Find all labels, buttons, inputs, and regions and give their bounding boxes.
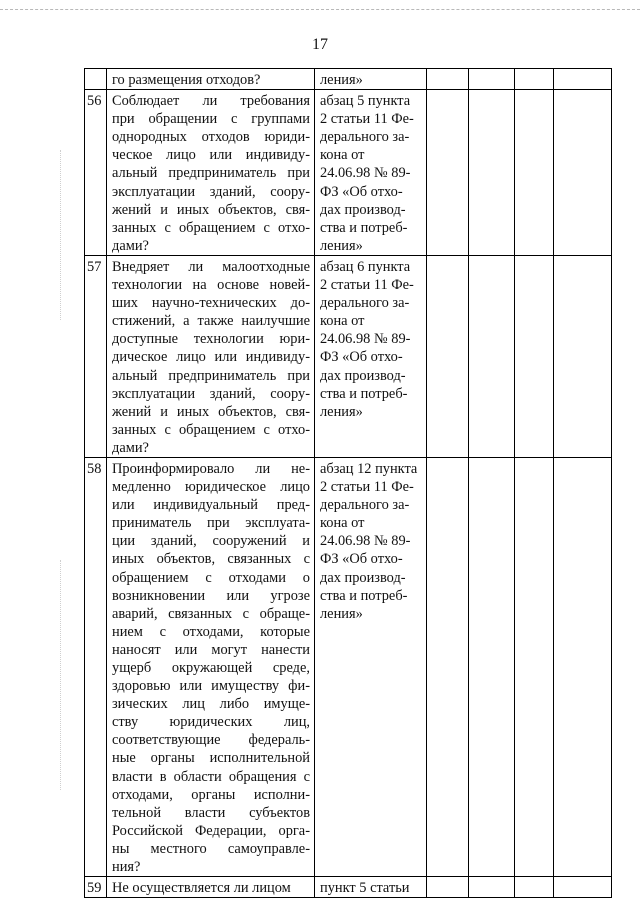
checklist-table-body [85,69,612,898]
legal-reference-line: ФЗ «Об отхо- [320,551,403,568]
answer-cell [554,877,612,898]
answer-cell [469,877,515,898]
question-text-line: Российской Федерации, орга- [112,822,310,839]
legal-reference-line: пункт 5 статьи [320,880,410,897]
legal-reference-cell [315,69,427,90]
question-text-line: ции зданий, сооружений и [112,533,310,550]
legal-reference-line: кона от [320,313,365,330]
legal-reference-line: кона от [320,147,365,164]
legal-reference-line: дерального за- [320,129,410,146]
question-text-line: ные органы исполнительной [112,750,310,767]
question-text-line: го размещения отходов? [112,72,261,88]
legal-reference-line: 24.06.98 № 89- [320,165,411,182]
answer-cell [554,457,612,876]
question-text-line: при обращении с группами [112,111,310,128]
question-text-line: ству юридических лиц, [112,714,310,731]
legal-reference-line: ства и потреб- [320,219,408,236]
question-text-line: альный предприниматель при [112,165,310,182]
legal-reference-line: ства и потреб- [320,587,408,604]
legal-reference-line: 24.06.98 № 89- [320,331,411,348]
question-text-line: стижений, а также наилучшие [112,313,310,330]
answer-cell [515,457,554,876]
legal-reference-line: дерального за- [320,497,410,514]
answer-cell [515,255,554,457]
legal-reference-line: кона от [320,515,365,532]
scan-noise-dots [60,150,62,320]
legal-reference-line: 2 статьи 11 Фе- [320,277,414,294]
table-row [85,69,612,90]
question-text-line: однородных отходов юриди- [112,129,310,146]
question-text-line: жений и иных объектов, свя- [112,403,310,420]
legal-reference-line: абзац 5 пункта [320,93,411,110]
scan-edge-line [0,9,640,10]
question-cell [107,69,315,90]
question-text-line: доступные технологии юри- [112,331,310,348]
answer-cell [515,877,554,898]
question-text-line: дами? [112,439,149,456]
table-row [85,255,612,457]
item-number: 57 [85,255,107,457]
legal-reference-line: ления» [320,605,363,622]
legal-reference-cell [315,877,427,898]
legal-reference-line: ФЗ «Об отхо- [320,349,403,366]
question-text-line: жений и иных объектов, свя- [112,201,310,218]
legal-reference-cell [315,90,427,256]
answer-cell [554,69,612,90]
question-text-line: Не осуществляется ли лицом [112,880,291,897]
answer-cell [427,255,469,457]
question-text-line: аварий, связанных с обраще- [112,605,310,622]
question-text-line: занных с обращением с отхо- [112,219,310,236]
legal-reference-line: 24.06.98 № 89- [320,533,411,550]
legal-reference-line: дах производ- [320,201,406,218]
question-text-line: наносят или могут нанести [112,641,310,658]
question-text-line: эксплуатации зданий, соору- [112,183,310,200]
answer-cell [469,255,515,457]
question-text-line: ущерб окружающей среде, [112,660,310,676]
table-row [85,877,612,898]
legal-reference-cell [315,255,427,457]
answer-cell [427,90,469,256]
legal-reference-line: ФЗ «Об отхо- [320,183,403,200]
question-cell [107,255,315,457]
legal-reference-line: ления» [320,72,363,88]
item-number [85,69,107,90]
question-text-line: отходами, органы исполни- [112,786,310,803]
question-text-line: тельной власти субъектов [112,804,310,821]
answer-cell [554,255,612,457]
item-number: 56 [85,90,107,256]
legal-reference-line: дерального за- [320,295,410,312]
legal-reference-line: ления» [320,237,363,254]
question-text-line: ны местного самоуправле- [112,840,310,857]
question-text-line: приниматель при эксплуата- [112,515,310,532]
question-text-line: ших научно-технических до- [112,295,310,312]
answer-cell [469,69,515,90]
question-text-line: медленно юридическое лицо [112,479,310,496]
question-text-line: дами? [112,237,149,254]
answer-cell [554,90,612,256]
legal-reference-line: ления» [320,403,363,420]
question-text-line: Соблюдает ли требования [112,93,310,110]
question-text-line: технологии на основе новей- [112,277,310,294]
legal-reference-line: дах производ- [320,569,406,586]
question-cell [107,877,315,898]
item-number: 59 [85,877,107,898]
question-text-line: дическое лицо или индивиду- [112,349,310,366]
question-text-line: соответствующие федераль- [112,732,310,749]
answer-cell [427,69,469,90]
legal-reference-line: 2 статьи 11 Фе- [320,111,414,128]
item-number: 58 [85,457,107,876]
legal-reference-line: дах производ- [320,367,406,384]
answer-cell [515,90,554,256]
question-text-line: зических лиц либо имуще- [112,696,310,713]
answer-cell [427,877,469,898]
question-text-line: власти в области обращения с [112,768,310,785]
question-text-line: иных объектов, связанных с [112,551,310,568]
question-text-line: альный предприниматель при [112,367,310,384]
question-text-line: Проинформировало ли не- [112,460,310,477]
answer-cell [469,457,515,876]
table-row [85,457,612,876]
question-text-line: занных с обращением с отхо- [112,421,310,438]
question-text-line: ния? [112,859,141,876]
table-row [85,90,612,256]
question-text-line: Внедряет ли малоотходные [112,258,310,275]
page-number: 17 [312,36,328,53]
question-text-line: обращением с отходами о [112,569,310,586]
question-cell [107,90,315,256]
question-text-line: эксплуатации зданий, соору- [112,385,310,402]
legal-reference-line: 2 статьи 11 Фе- [320,479,414,496]
legal-reference-cell [315,457,427,876]
question-text-line: или индивидуальный пред- [112,497,310,514]
question-text-line: здоровью или имуществу фи- [112,678,310,695]
question-text-line: ческое лицо или индивиду- [112,147,310,164]
answer-cell [469,90,515,256]
legal-reference-line: ства и потреб- [320,385,408,402]
answer-cell [515,69,554,90]
question-text-line: возникновении или угрозе [112,587,310,604]
legal-reference-line: абзац 6 пункта [320,258,411,275]
answer-cell [427,457,469,876]
question-text-line: нием с отходами, которые [112,623,310,640]
scan-noise-dots [60,560,62,790]
legal-reference-line: абзац 12 пункта [320,460,418,477]
checklist-table [84,68,612,898]
question-cell [107,457,315,876]
